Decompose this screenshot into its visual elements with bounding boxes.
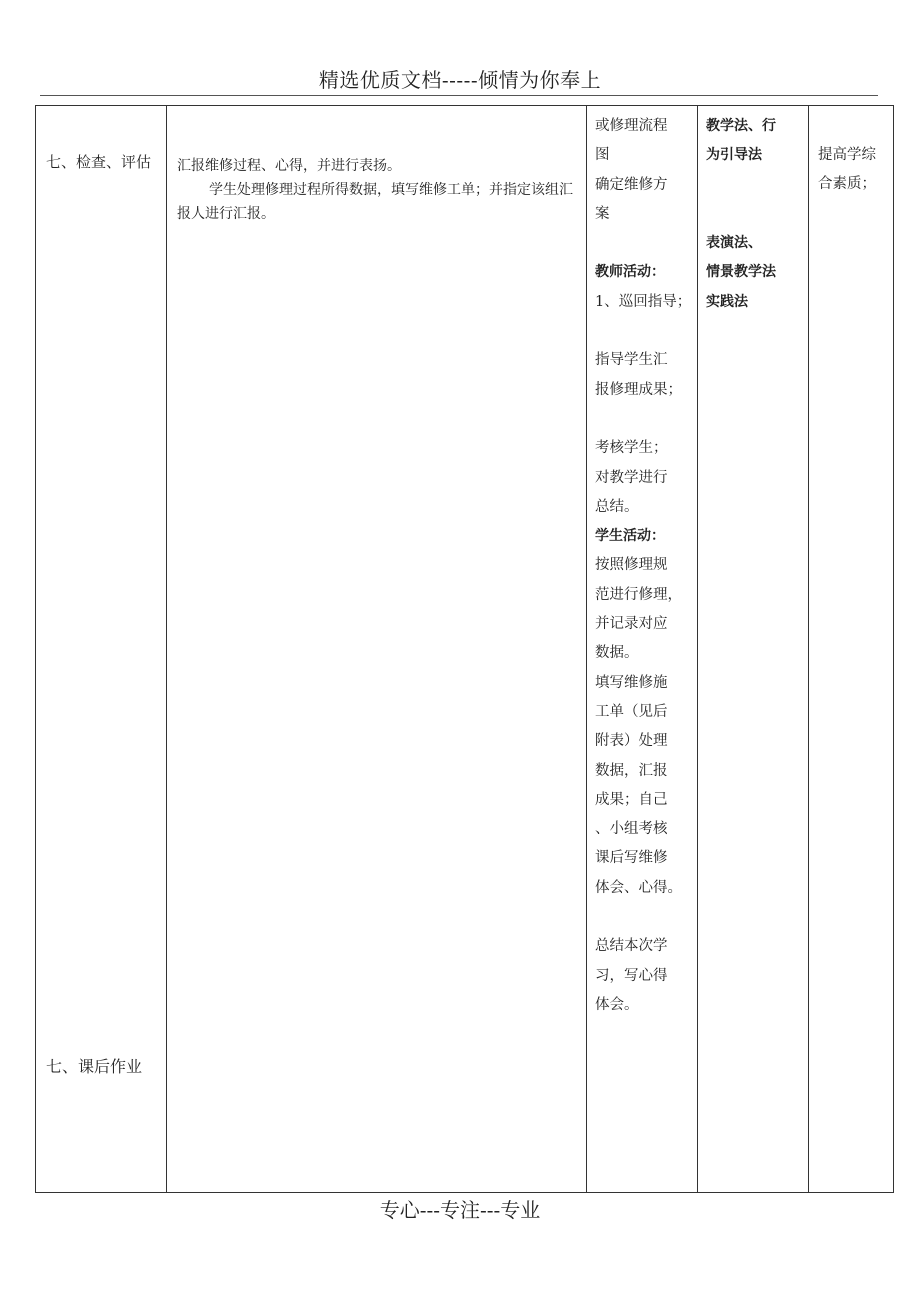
activity-line: 数据，汇报 [595,762,668,779]
activity-line: 1、巡回指导； [595,293,692,310]
teacher-activity-heading: 教师活动： [595,264,665,281]
activity-line: 考核学生； [595,440,668,457]
activity-line [595,317,693,346]
activity-line: 附表）处理 [595,733,668,750]
header-rule [40,95,878,96]
activity-line: 体会、心得。 [595,879,682,896]
activity-line: 成果；自己 [595,791,668,808]
page-header: 精选优质文档-----倾情为你奉上 [318,68,602,92]
activity-line [595,229,693,258]
activity-line: 或修理流程 [595,118,668,134]
activity-line [595,405,693,434]
activity-line: 习，写心得 [595,967,668,984]
activity-line: 、小组考核 [595,821,668,838]
activity-line: 数据。 [595,645,639,662]
activity-line: 对教学进行 [595,469,668,486]
method-line: 表演法、 [706,235,762,252]
methods-cell [698,106,809,1193]
stage-check-evaluate: 七、检查、评估 [46,153,152,171]
student-activity-heading: 学生活动： [595,528,665,545]
activities-cell [587,106,698,1193]
activity-line: 课后写维修 [595,850,668,867]
activity-line: 体会。 [595,996,639,1013]
goal-line: 合素质； [818,176,876,192]
activity-line: 指导学生汇 [595,352,668,369]
method-line: 实践法 [706,293,748,310]
method-line [706,171,804,200]
activity-line: 范进行修理， [595,586,682,603]
goals-cell [809,106,894,1193]
method-line: 教学法、行 [706,118,776,134]
stage-cell [36,106,167,1193]
goal-line: 提高学综 [818,147,876,163]
activity-line [595,903,693,932]
page-footer: 专心---专注---专业 [379,1198,541,1222]
activity-line: 工单（见后 [595,703,668,720]
method-line: 情景教学法 [706,264,776,281]
stage-homework: 七、课后作业 [46,1057,143,1076]
activity-line: 确定维修方 [595,176,668,193]
lesson-plan-table [35,105,894,1193]
activity-line: 按照修理规 [595,557,668,574]
method-line [706,200,804,229]
activity-line: 填写维修施 [595,674,668,691]
activity-line: 总结。 [595,498,639,515]
content-line: 学生处理修理过程所得数据，填写维修工单；并指定该组汇报人进行汇报。 [177,182,573,222]
method-line: 为引导法 [706,147,762,164]
activity-line: 并记录对应 [595,616,668,633]
content-line: 汇报维修过程、心得，并进行表扬。 [177,158,401,174]
activity-line: 图 [595,147,610,164]
activity-line: 报修理成果； [595,381,682,398]
activity-line: 案 [595,205,610,222]
content-cell [167,106,587,1193]
activity-line: 总结本次学 [595,938,668,955]
